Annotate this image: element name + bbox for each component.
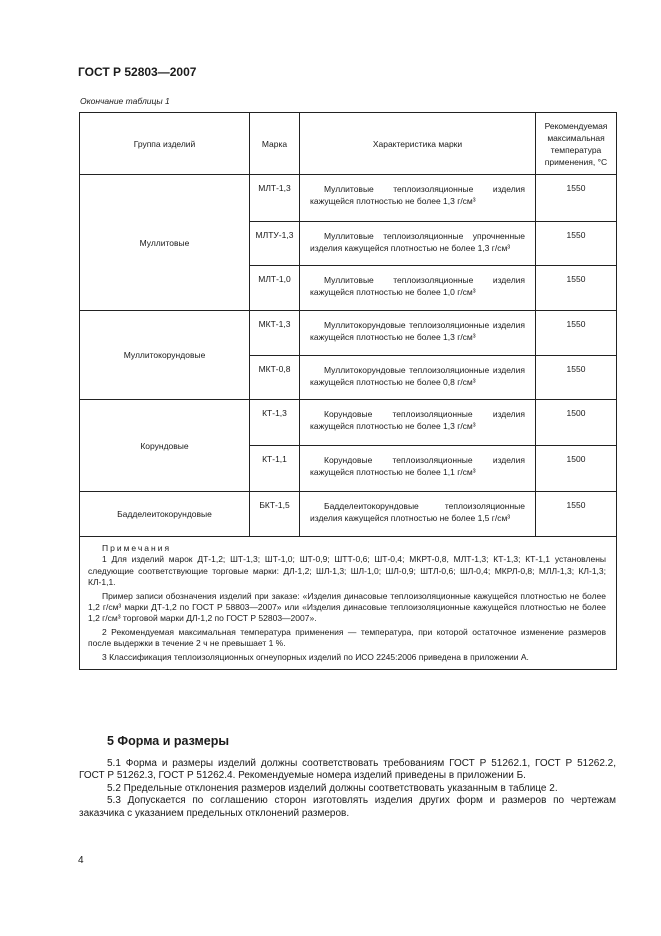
temp-cell: 1550: [536, 222, 617, 266]
table-row: [80, 175, 617, 222]
note-item: 3 Классификация теплоизоляционных огнеупорных изделий по ИСО 2245:2006 приведена в приложении А.: [102, 651, 529, 662]
characteristic-cell: [300, 266, 536, 311]
characteristic-text: Корундовые теплоизоляционные изделия кажущейся плотностью не более 1,3 г/см³: [310, 409, 525, 431]
temp-cell: 1500: [536, 400, 617, 446]
characteristic-text: Корундовые теплоизоляционные изделия кажущейся плотностью не более 1,1 г/см³: [310, 455, 525, 477]
group-cell: Муллитовые: [80, 175, 250, 311]
temp-cell: 1550: [536, 356, 617, 400]
notes-cell: [80, 537, 617, 670]
paragraph: 5.1 Форма и размеры изделий должны соответствовать требованиям ГОСТ Р 51262.1, ГОСТ Р 51262.2, ГОСТ Р 51262.3, ГОСТ Р 51262.4. Рекомендуемые номера изделий приведены в приложении Б.: [79, 758, 616, 782]
temp-cell: 1550: [536, 266, 617, 311]
group-cell: Корундовые: [80, 400, 250, 492]
mark-cell: БКТ-1,5: [250, 492, 300, 537]
characteristic-cell: [300, 446, 536, 492]
characteristic-cell: [300, 400, 536, 446]
temp-cell: 1500: [536, 446, 617, 492]
mark-cell: МЛТ-1,0: [250, 266, 300, 311]
note-item: 1 Для изделий марок ДТ-1,2; ШТ-1,3; ШТ-1,0; ШТ-0,9; ШТТ-0,6; ШТ-0,4; МКРТ-0,8, МЛТ-1,3; КТ-1,3; КТ-1,1 установлены следующие соответствующие торговые марки: ДЛ-1,2; ШЛ-1,3; ШЛ-1,0; ШЛ-0,9; ШТЛ-0,6; ШЛ-0,4; МКРЛ-0,8; МЛЛ-1,3; КЛ-1,3; КЛ-1,1.: [88, 554, 606, 588]
note-item: Пример записи обозначения изделий при заказе: «Изделия динасовые теплоизоляционные кажущейся плотностью не более 1,2 г/см³ марки ДТ-1,2 по ГОСТ Р 58803—2007» или «Изделия динасовые теплоизоляционные кажущейся плотностью не более 1,2 г/см³ торговой марки ДЛ-1,2 по ГОСТ Р 52803—2007».: [88, 590, 606, 624]
table-caption: Окончание таблицы 1: [80, 96, 170, 106]
characteristic-text: Муллитокорундовые теплоизоляционные изделия кажущейся плотностью не более 0,8 г/см³: [310, 365, 525, 387]
temp-cell: 1550: [536, 492, 617, 537]
col-header-mark: Марка: [250, 113, 300, 175]
characteristic-cell: [300, 311, 536, 356]
col-header-characteristic: Характеристика марки: [300, 113, 536, 175]
section-body: [79, 758, 616, 820]
mark-cell: КТ-1,1: [250, 446, 300, 492]
characteristic-cell: [300, 175, 536, 222]
characteristic-cell: [300, 356, 536, 400]
col-header-temp: Рекомендуемая максимальная температура применения, °С: [536, 113, 617, 175]
characteristic-cell: [300, 492, 536, 537]
mark-cell: МКТ-1,3: [250, 311, 300, 356]
notes-heading: Примечания: [102, 543, 172, 553]
note-item: 2 Рекомендуемая максимальная температура применения — температура, при которой остаточное изменение размеров после выдержки в течение 2 ч не превышает 1 %.: [88, 626, 606, 649]
table-header-row: [80, 113, 617, 175]
page-number: 4: [78, 855, 84, 866]
table-row: [80, 400, 617, 446]
group-cell: Бадделеитокорундовые: [80, 492, 250, 537]
group-cell: Муллитокорундовые: [80, 311, 250, 400]
table-row: [80, 311, 617, 356]
mark-cell: МКТ-0,8: [250, 356, 300, 400]
notes-row: [80, 537, 617, 670]
mark-cell: МЛТ-1,3: [250, 175, 300, 222]
section-title: 5 Форма и размеры: [107, 734, 230, 748]
col-header-group: Группа изделий: [80, 113, 250, 175]
temp-cell: 1550: [536, 175, 617, 222]
products-table: [79, 112, 617, 670]
characteristic-text: Бадделеитокорундовые теплоизоляционные изделия кажущейся плотностью не более 1,5 г/см³: [310, 501, 525, 523]
paragraph: 5.2 Предельные отклонения размеров изделий должны соответствовать указанным в таблице 2.: [107, 782, 558, 794]
characteristic-text: Муллитовые теплоизоляционные изделия кажущейся плотностью не более 1,0 г/см³: [310, 275, 525, 297]
table-row: [80, 492, 617, 537]
mark-cell: МЛТУ-1,3: [250, 222, 300, 266]
mark-cell: КТ-1,3: [250, 400, 300, 446]
characteristic-text: Муллитовые теплоизоляционные упрочненные изделия кажущейся плотностью не более 1,3 г/см³: [310, 231, 525, 253]
temp-cell: 1550: [536, 311, 617, 356]
characteristic-text: Муллитовые теплоизоляционные изделия кажущейся плотностью не более 1,3 г/см³: [310, 184, 525, 206]
characteristic-text: Муллитокорундовые теплоизоляционные изделия кажущейся плотностью не более 1,3 г/см³: [310, 320, 525, 342]
characteristic-cell: [300, 222, 536, 266]
document-header: ГОСТ Р 52803—2007: [78, 65, 197, 79]
paragraph: 5.3 Допускается по соглашению сторон изготовлять изделия других форм и размеров по чертежам заказчика с указанием предельных отклонений размеров.: [79, 795, 616, 819]
